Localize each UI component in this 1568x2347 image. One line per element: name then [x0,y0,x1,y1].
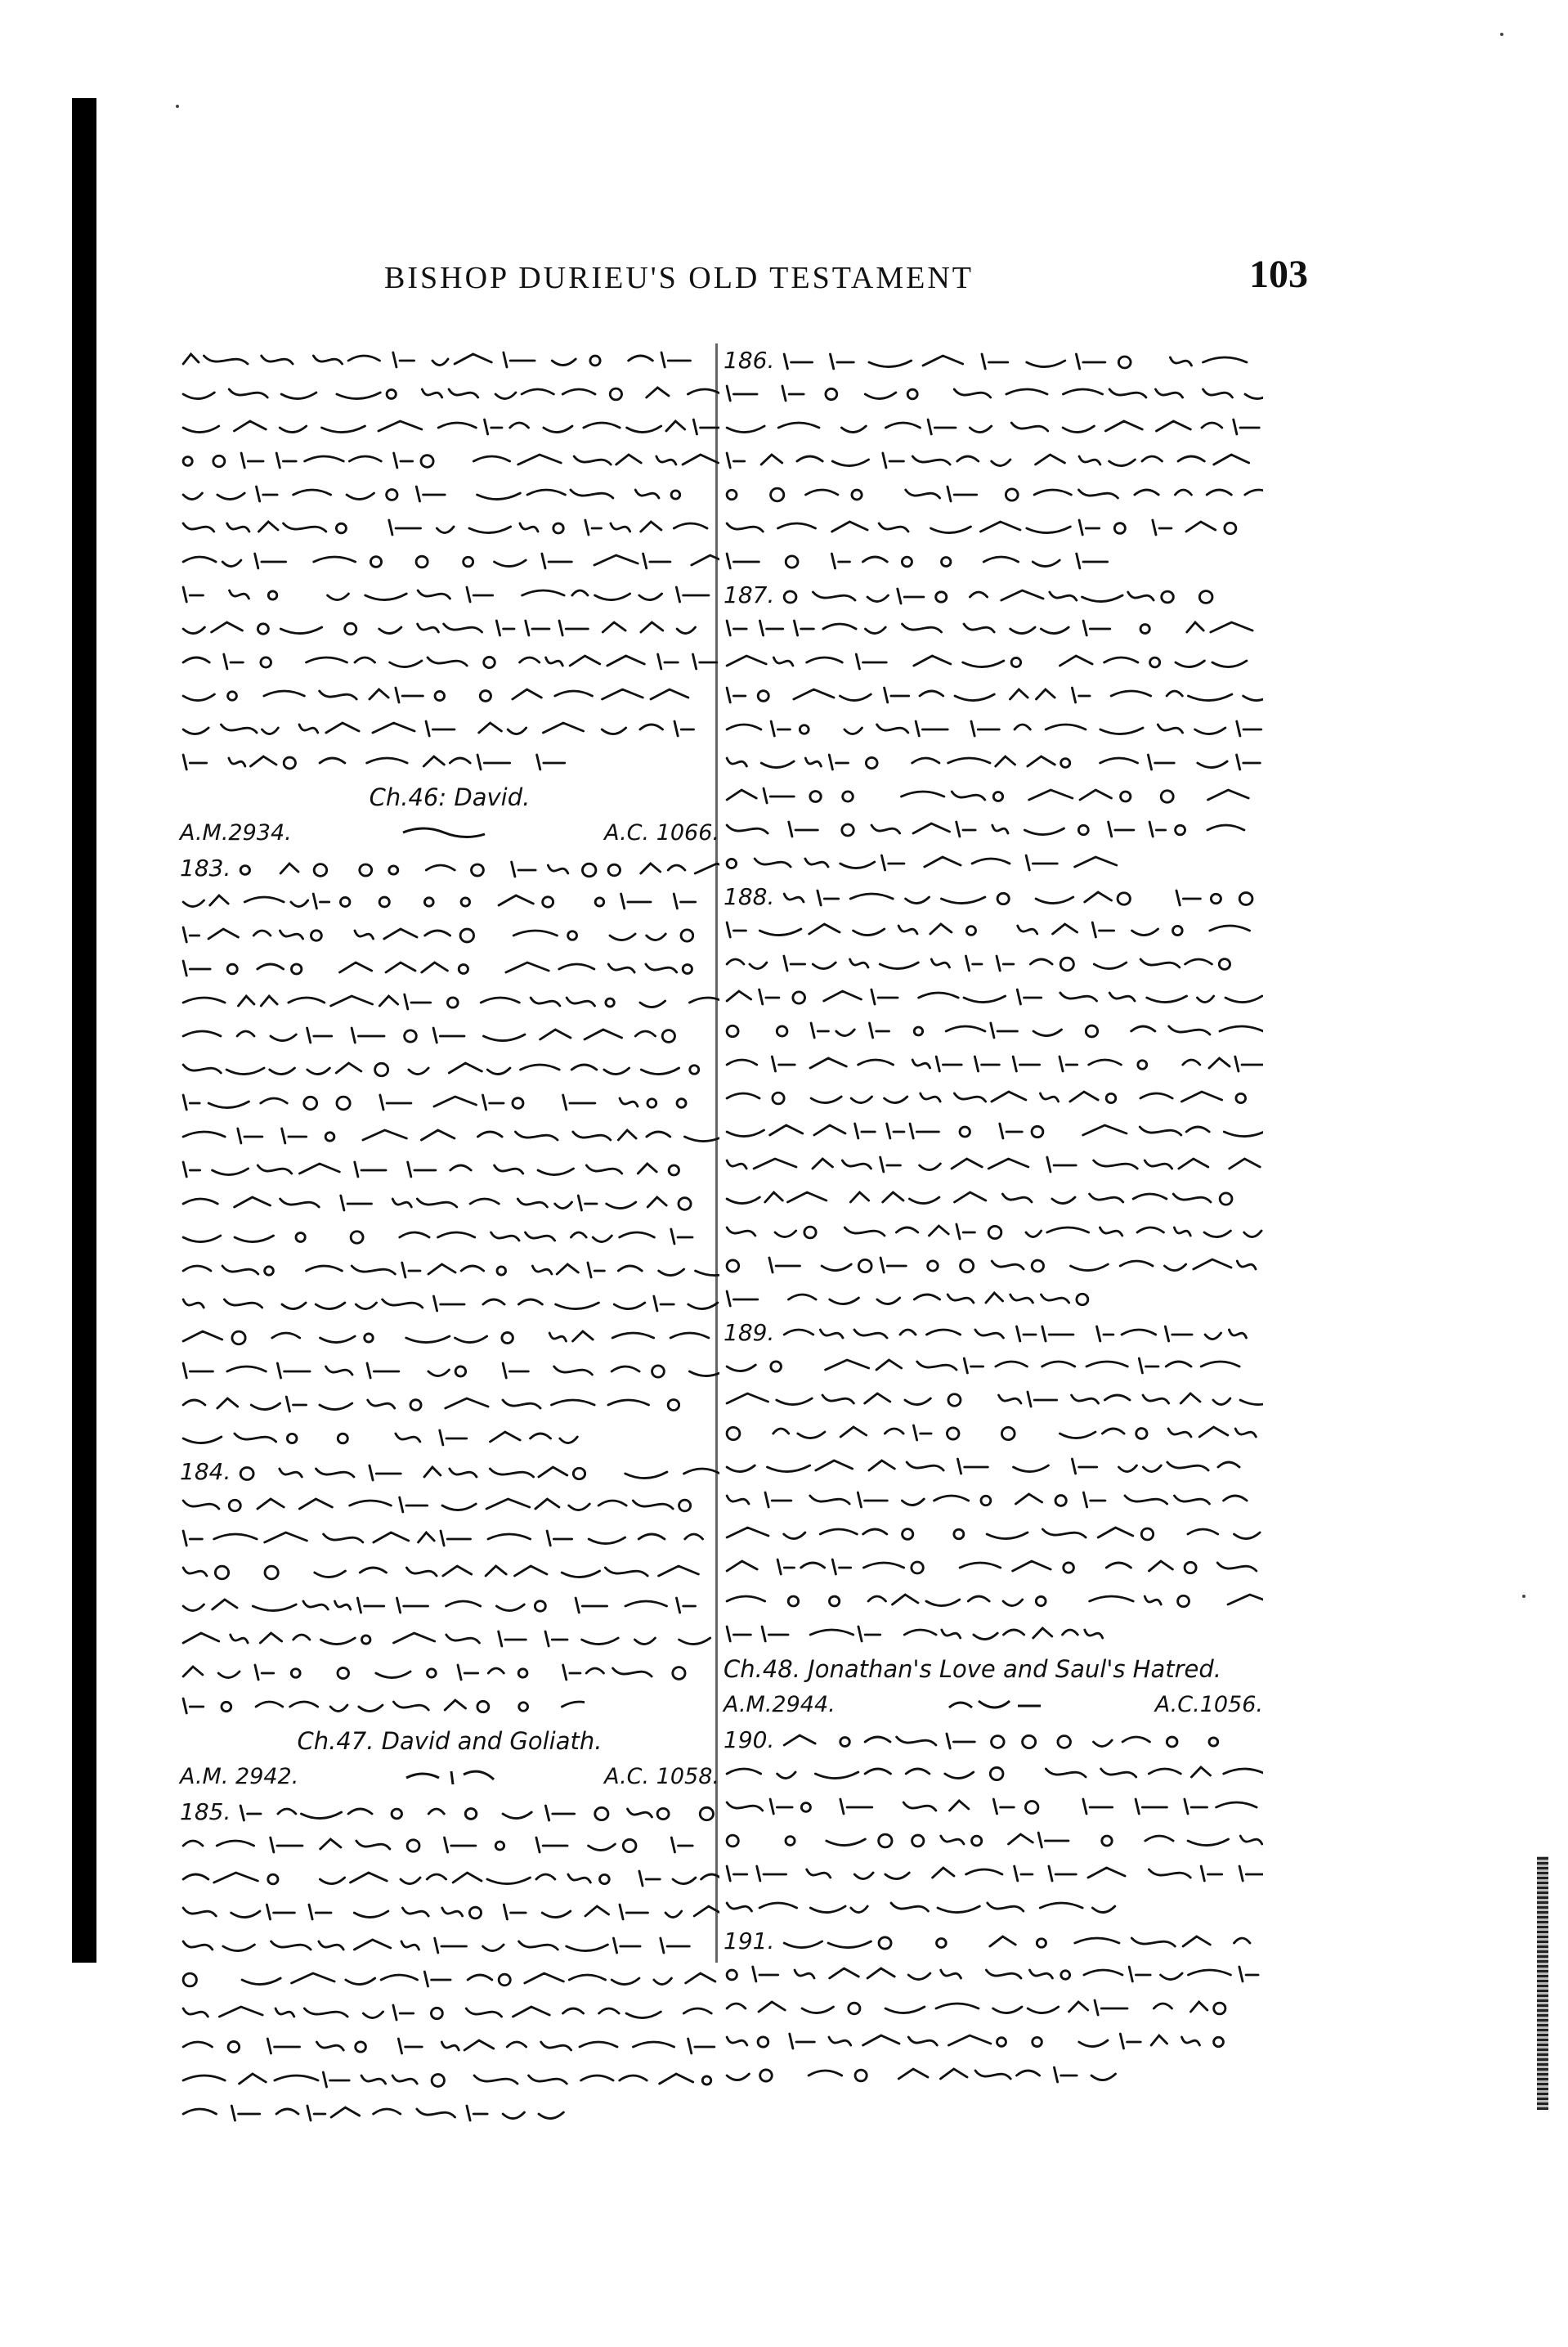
shorthand-line [781,882,1263,913]
shorthand-stroke [727,1767,1263,1780]
verse-183-start [180,851,719,885]
shorthand-line [724,612,1263,643]
shorthand-line [180,411,719,442]
shorthand-line [180,1929,719,1960]
shorthand-stroke [183,994,719,1009]
shorthand-stroke [183,1162,679,1177]
page-number: 103 [1249,253,1308,296]
shorthand-line [180,1254,719,1285]
shorthand-stroke [785,354,1248,369]
shorthand-line [724,1618,1128,1649]
shorthand-block-186 [724,377,1263,576]
shorthand-stroke [785,1734,1218,1748]
shorthand-stroke [727,956,1230,971]
shorthand-line [724,779,1263,810]
shorthand-line [724,1349,1263,1380]
shorthand-stroke [183,1665,685,1680]
shorthand-stroke [183,1497,690,1512]
shorthand-stroke [183,1196,691,1210]
shorthand-stroke [727,1124,1263,1138]
shorthand-stroke [183,1871,719,1886]
shorthand-stroke [785,1326,1247,1341]
shorthand-line [724,1215,1263,1246]
shorthand-stroke [183,1331,709,1344]
shorthand-stroke [183,1063,699,1076]
shorthand-stroke [183,1598,695,1613]
shorthand-line [724,846,1128,877]
shorthand-stroke [727,1459,1239,1474]
shorthand-stroke [183,1972,715,1986]
shorthand-stroke [727,1425,1256,1440]
shorthand-stroke [727,1559,1257,1574]
verse-191-number: 191. [724,1927,775,1954]
shorthand-stroke [183,1938,689,1953]
shorthand-stroke [183,1838,692,1852]
shorthand-line [724,1790,1263,1821]
verse-186-number: 186. [724,346,775,374]
shorthand-block-185 [180,1829,719,2128]
shorthand-stroke [727,654,1247,669]
shorthand-line [180,1996,719,2027]
shorthand-stroke [183,1095,686,1110]
shorthand-line [180,545,719,576]
shorthand-stroke [785,589,1213,604]
shorthand-line [180,511,719,542]
shorthand-stroke [183,721,693,736]
shorthand-stroke [183,1263,719,1277]
verse-190-start [724,1723,1263,1757]
shorthand-line [237,853,719,884]
shorthand-line [724,511,1263,542]
shorthand-line [180,1656,719,1687]
verse-187-number: 187. [724,581,775,608]
shorthand-line [781,1926,1263,1957]
speck [1522,1595,1525,1598]
shorthand-stroke [727,788,1248,803]
shorthand-line [180,478,719,509]
shorthand-stroke [183,1430,577,1445]
verse-185-number: 185. [180,1797,231,1825]
shorthand-stroke [183,352,690,367]
shorthand-line [180,444,719,475]
shorthand-line [180,1690,585,1721]
shorthand-stroke [183,927,693,942]
shorthand-stroke [727,1291,1088,1306]
chapter-48-ac: A.C.1056. [1154,1692,1263,1717]
shorthand-line [724,1857,1263,1888]
shorthand-line [724,1416,1263,1447]
shorthand-stroke [727,1595,1263,1607]
shorthand-line [724,2058,1128,2089]
shorthand-stroke [183,1129,719,1143]
shorthand-stroke [183,487,680,501]
shorthand-stroke [727,2034,1223,2049]
shorthand-stroke [785,891,1253,905]
shorthand-stroke [183,1028,674,1043]
shorthand-stroke [183,1566,698,1579]
shorthand-line [724,1550,1263,1582]
shorthand-stroke [727,721,1261,736]
shorthand-line [724,645,1263,676]
right-column [724,343,1263,2092]
shorthand-stroke [727,1903,1115,1913]
verse-186-start [724,343,1263,377]
shorthand-line [180,1287,719,1318]
shorthand-stroke [727,1023,1263,1038]
shorthand-line [180,679,719,710]
shorthand-line [180,612,719,643]
chapter-48-am: A.M.2944. [724,1692,836,1717]
shorthand-block-189 [724,1349,1263,1649]
chapter-47-ac: A.C. 1058. [604,1764,719,1789]
shorthand-line [724,1450,1263,1481]
shorthand-line [180,1963,719,1994]
shorthand-stroke [241,862,719,877]
shorthand-line [724,746,1263,777]
shorthand-stroke [727,688,1263,702]
shorthand-line [180,1522,719,1553]
chapter-47-dates [180,1759,719,1795]
shorthand-stroke [183,654,717,669]
shorthand-stroke [727,453,1249,468]
shorthand-line [180,645,719,676]
shorthand-stroke [727,1224,1261,1239]
shorthand-line [724,1824,1263,1855]
shorthand-line [724,1282,1128,1313]
shorthand-line [724,1958,1263,1989]
shorthand-stroke [727,386,1263,401]
shorthand-line [180,1187,719,1218]
shorthand-line [180,343,719,375]
shorthand-stroke [183,621,695,635]
shorthand-line [180,2030,719,2061]
shorthand-line [180,1153,719,1184]
chapter-46-dates [180,815,719,851]
shorthand-stroke [183,554,719,568]
shorthand-stroke [727,1392,1263,1407]
shorthand-line [724,813,1263,844]
shorthand-block-188 [724,913,1263,1313]
shorthand-stroke [727,1358,1239,1373]
shorthand-line [180,1354,719,1385]
shorthand-stroke [727,1627,1103,1641]
shorthand-stroke [183,2106,563,2120]
running-head: BISHOP DURIEU'S OLD TESTAMENT [384,261,974,295]
shorthand-line [180,2097,585,2128]
shorthand-stroke [183,1397,679,1411]
shorthand-stroke [727,755,1260,770]
shorthand-line [724,1584,1263,1615]
shorthand-stroke [183,688,688,702]
shorthand-line [781,345,1263,376]
shorthand-stroke [785,1936,1251,1949]
shorthand-line [724,947,1263,978]
shorthand-line [724,377,1263,408]
shorthand-line [180,578,719,609]
shorthand-line [180,1120,719,1151]
shorthand-stroke [727,822,1244,837]
verse-189-number: 189. [724,1318,775,1346]
shorthand-stroke [183,2072,711,2087]
shorthand-line [724,1249,1263,1280]
shorthand-stroke [727,554,1107,568]
shorthand-line [724,1991,1263,2022]
shorthand-line [180,1220,719,1251]
shorthand-stroke [727,1799,1257,1814]
shorthand-line [180,1488,719,1519]
shorthand-line [724,981,1263,1012]
verse-187-start [724,578,1263,612]
shorthand-block-intro [180,343,719,777]
shorthand-line [724,411,1263,442]
shorthand-line [724,1383,1263,1414]
shorthand-stroke [183,2039,715,2053]
shorthand-line [180,712,719,743]
shorthand-stroke [727,1833,1262,1847]
shorthand-line [180,1321,719,1352]
shorthand-stroke [727,1157,1260,1172]
shorthand-stroke [727,1092,1245,1104]
shorthand-line [724,478,1263,509]
shorthand-stroke [183,2005,711,2020]
shorthand-line [724,712,1263,743]
page-edge-decoration [1537,1856,1548,2110]
chapter-48-shorthand-mark [836,1687,1155,1723]
shorthand-stroke [727,990,1262,1004]
shorthand-line [724,1891,1128,1922]
shorthand-stroke [183,755,565,770]
shorthand-line [724,1517,1263,1548]
shorthand-line [724,1182,1263,1213]
shorthand-line [180,1052,719,1084]
shorthand-line [724,1048,1263,1079]
shorthand-stroke [727,1057,1263,1071]
shorthand-line [180,985,719,1016]
binding-shadow [72,98,96,1963]
shorthand-line [180,746,585,777]
shorthand-line [180,2063,719,2094]
shorthand-stroke [727,1192,1232,1205]
chapter-46-shorthand-mark [292,815,604,851]
shorthand-line [724,913,1263,945]
speck [1500,33,1503,36]
verse-184-start [180,1455,719,1488]
shorthand-block-187 [724,612,1263,877]
shorthand-stroke [727,922,1249,937]
shorthand-stroke [183,1229,692,1244]
chapter-46-am: A.M.2934. [180,820,292,846]
shorthand-line [237,1456,719,1488]
shorthand-line [180,1555,719,1586]
shorthand-line [724,1081,1263,1112]
shorthand-stroke [183,420,719,434]
chapter-47-shorthand-mark [298,1759,604,1795]
shorthand-line [180,377,719,408]
shorthand-line [724,444,1263,475]
shorthand-line [724,1115,1263,1146]
shorthand-stroke [183,1905,719,1919]
shorthand-line [724,679,1263,710]
left-column [180,343,719,2130]
shorthand-stroke [727,420,1259,434]
shorthand-line [180,1421,585,1452]
shorthand-stroke [183,453,718,468]
shorthand-stroke [183,587,709,602]
verse-188-number: 188. [724,882,775,910]
shorthand-stroke [183,1531,702,1546]
shorthand-stroke [183,1631,710,1646]
shorthand-line [724,1148,1263,1179]
verse-184-number: 184. [180,1457,231,1485]
shorthand-stroke [727,2000,1225,2015]
shorthand-line [781,1725,1263,1756]
shorthand-stroke [183,961,692,976]
shorthand-line [180,1019,719,1050]
shorthand-block-191 [724,1958,1263,2089]
verse-189-start [724,1316,1263,1349]
shorthand-stroke [727,1967,1258,1981]
shorthand-block-184 [180,1488,719,1721]
shorthand-stroke [183,1363,719,1378]
shorthand-line [781,1317,1263,1349]
shorthand-line [237,1797,719,1828]
chapter-48-heading: Ch.48. Jonathan's Love and Saul's Hatred. [724,1655,1221,1683]
chapter-46-ac: A.C. 1066. [604,820,719,846]
verse-188-start [724,880,1263,913]
shorthand-stroke [727,2067,1115,2082]
shorthand-stroke [241,1465,719,1480]
shorthand-line [724,1014,1263,1045]
shorthand-stroke [727,1258,1256,1272]
chapter-47-heading: Ch.47. David and Goliath. [297,1727,603,1755]
chapter-48-dates [724,1687,1263,1723]
shorthand-block-183 [180,885,719,1452]
chapter-47-am: A.M. 2942. [180,1764,299,1789]
shorthand-stroke [727,520,1236,535]
shorthand-stroke [183,894,696,909]
shorthand-line [180,1862,719,1893]
shorthand-stroke [183,388,719,400]
shorthand-stroke [727,1492,1247,1507]
shorthand-line [180,918,719,949]
shorthand-stroke [727,855,1117,870]
verse-183-number: 183. [180,854,231,882]
shorthand-line [724,1483,1263,1515]
speck [176,105,179,108]
shorthand-line [180,1622,719,1654]
shorthand-line [180,1589,719,1620]
shorthand-line [180,1086,719,1117]
shorthand-stroke [183,520,707,535]
shorthand-stroke [727,621,1252,635]
shorthand-stroke [183,1699,585,1713]
chapter-46-heading: Ch.46: David. [369,783,531,811]
shorthand-block-190 [724,1757,1263,1922]
verse-191-start [724,1924,1263,1958]
shorthand-line [180,1896,719,1927]
shorthand-line [724,545,1128,576]
shorthand-line [180,1388,719,1419]
shorthand-stroke [727,1528,1260,1540]
shorthand-line [724,2025,1263,2056]
shorthand-line [781,580,1263,611]
shorthand-stroke [241,1806,714,1820]
shorthand-line [180,885,719,916]
shorthand-line [180,952,719,983]
shorthand-stroke [183,1296,718,1311]
shorthand-line [180,1829,719,1860]
shorthand-line [724,1757,1263,1788]
verse-185-start [180,1795,719,1829]
verse-190-number: 190. [724,1725,775,1753]
shorthand-stroke [727,1866,1263,1881]
shorthand-stroke [727,487,1263,501]
